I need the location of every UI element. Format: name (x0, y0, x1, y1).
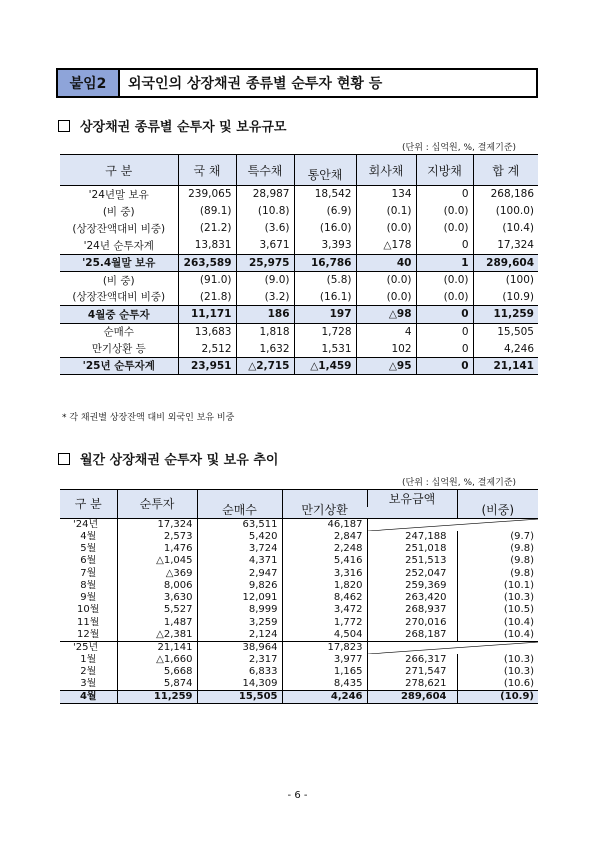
month-row (60, 592, 538, 604)
col-header-total: 합 계 (473, 155, 538, 186)
month-row (60, 678, 538, 691)
table-cell: (0.0) (416, 220, 473, 237)
table-cell: 252,047 (367, 567, 457, 579)
table-cell: △1,459 (294, 357, 356, 374)
table-cell: (16.1) (294, 289, 356, 306)
table-cell: △95 (356, 357, 416, 374)
table-cell: 197 (294, 306, 356, 323)
table-cell: 15,505 (197, 691, 282, 704)
table-row (60, 254, 538, 271)
table-cell: △369 (117, 567, 197, 579)
table-cell: 23,951 (178, 357, 236, 374)
table-cell: 3,977 (282, 654, 367, 666)
table-cell: 0 (416, 340, 473, 357)
table-cell: 2,573 (117, 531, 197, 543)
table-cell: (0.0) (356, 220, 416, 237)
table-cell: 278,621 (367, 678, 457, 691)
table-cell: 1 (416, 254, 473, 271)
table-cell: (10.9) (457, 691, 538, 704)
table-cell: 1,632 (236, 340, 294, 357)
table-cell: 15,505 (473, 323, 538, 340)
table-cell: (10.8) (236, 203, 294, 220)
table-cell: 289,604 (473, 254, 538, 271)
row-label: (상장잔액대비 비중) (72, 291, 166, 304)
row-label: (상장잔액대비 비중) (72, 222, 166, 235)
col-header-share: (비중) (457, 490, 538, 519)
table-cell: (89.1) (178, 203, 236, 220)
table-cell: 11,259 (473, 306, 538, 323)
table-cell: 0 (416, 237, 473, 254)
table-cell: 17,324 (117, 518, 197, 531)
table-cell: 8,999 (197, 604, 282, 616)
table-cell: 25,975 (236, 254, 294, 271)
col-header-govt: 국 채 (178, 155, 236, 186)
table-row (60, 357, 538, 374)
table-cell: 38,964 (197, 641, 282, 654)
table-cell: 16,786 (294, 254, 356, 271)
row-label: 8월 (80, 579, 97, 591)
row-label: 11월 (77, 616, 100, 628)
table-cell: 4,246 (282, 691, 367, 704)
row-label: '25년 (60, 641, 117, 654)
table-cell: 4,504 (282, 629, 367, 642)
row-label: '25년 순투자계 (60, 357, 178, 374)
table-cell: (10.5) (457, 604, 538, 616)
table-cell: △1,045 (117, 555, 197, 567)
table-cell: 3,671 (236, 237, 294, 254)
col-header-corporate: 회사채 (356, 155, 416, 186)
table-cell: 1,476 (117, 543, 197, 555)
table-cell: 0 (416, 357, 473, 374)
table-cell: 63,511 (197, 518, 282, 531)
table-cell: (0.0) (416, 271, 473, 288)
annex-tag: 붙임2 (58, 70, 120, 96)
checkbox-square-icon (58, 120, 70, 132)
table-cell: 268,186 (473, 186, 538, 203)
month-row (60, 543, 538, 555)
section2-unit: (단위 : 십억원, %, 결제기준) (402, 478, 517, 488)
table-cell: 8,435 (282, 678, 367, 691)
annex-title-box (56, 68, 538, 98)
table-cell: 1,728 (294, 323, 356, 340)
section1-footnote: * 각 채권별 상장잔액 대비 외국인 보유 비중 (62, 413, 235, 423)
table-cell: 5,874 (117, 678, 197, 691)
table-cell: 239,065 (178, 186, 236, 203)
row-label: '24년 순투자계 (83, 239, 154, 252)
table-row (60, 323, 538, 340)
table-cell: △2,715 (236, 357, 294, 374)
table-cell: 268,187 (367, 629, 457, 642)
table-cell: 0 (416, 186, 473, 203)
table-cell: (10.3) (457, 666, 538, 678)
table-cell: 8,006 (117, 580, 197, 592)
row-label: 만기상환 등 (91, 343, 146, 356)
section1-unit: (단위 : 십억원, %, 결제기준) (402, 143, 517, 153)
diagonal-blank-cell (367, 518, 538, 531)
month-row (60, 654, 538, 666)
table-cell: 5,420 (197, 531, 282, 543)
table-cell: 2,847 (282, 531, 367, 543)
row-label: '25.4월말 보유 (60, 254, 178, 271)
row-label: 2월 (80, 666, 97, 678)
row-label: 3월 (80, 678, 97, 690)
table-cell: 40 (356, 254, 416, 271)
section2-heading-text: 월간 상장채권 순투자 및 보유 추이 (80, 453, 279, 468)
row-label: (비 중) (102, 274, 135, 287)
table-cell: 271,547 (367, 666, 457, 678)
table-cell: 2,512 (178, 340, 236, 357)
month-row (60, 604, 538, 616)
table-cell: 1,820 (282, 580, 367, 592)
table-cell: 21,141 (117, 641, 197, 654)
table-cell: 5,668 (117, 666, 197, 678)
table-cell: 1,165 (282, 666, 367, 678)
table-cell: 17,324 (473, 237, 538, 254)
table-cell: 18,542 (294, 186, 356, 203)
table-cell: (10.4) (457, 617, 538, 629)
table-cell: (0.0) (416, 203, 473, 220)
table-cell: 28,987 (236, 186, 294, 203)
table-cell: (0.0) (416, 289, 473, 306)
month-row (60, 531, 538, 543)
table-cell: 1,487 (117, 617, 197, 629)
table-cell: (21.2) (178, 220, 236, 237)
table-cell: (10.6) (457, 678, 538, 691)
table-cell: (5.8) (294, 271, 356, 288)
row-label: 6월 (80, 555, 97, 567)
row-label: 9월 (80, 592, 97, 604)
month-row (60, 617, 538, 629)
row-label: 4월 (60, 691, 117, 704)
table-cell: 3,724 (197, 543, 282, 555)
table-cell: 263,420 (367, 592, 457, 604)
table-cell: (10.4) (473, 220, 538, 237)
table-cell: (10.4) (457, 629, 538, 642)
table-cell: 3,472 (282, 604, 367, 616)
table-cell: 2,248 (282, 543, 367, 555)
table-cell: 102 (356, 340, 416, 357)
col-header-special: 특수채 (236, 155, 294, 186)
table-cell: (3.2) (236, 289, 294, 306)
table-cell: 263,589 (178, 254, 236, 271)
section1-heading-text: 상장채권 종류별 순투자 및 보유규모 (80, 120, 287, 135)
diagonal-line-icon (368, 642, 539, 654)
table-cell: (9.8) (457, 543, 538, 555)
year-row (60, 518, 538, 531)
table-cell: 5,416 (282, 555, 367, 567)
table-cell: 6,833 (197, 666, 282, 678)
month-row (60, 567, 538, 579)
table-cell: 5,527 (117, 604, 197, 616)
month-row (60, 555, 538, 567)
table-cell: 186 (236, 306, 294, 323)
table-cell: 270,016 (367, 617, 457, 629)
table-cell: (9.8) (457, 567, 538, 579)
table-cell: △1,660 (117, 654, 197, 666)
month-row (60, 629, 538, 642)
col-header-municipal: 지방채 (416, 155, 473, 186)
table-cell: 2,124 (197, 629, 282, 642)
table-cell: 13,831 (178, 237, 236, 254)
table-cell: (0.1) (356, 203, 416, 220)
table-cell: (10.9) (473, 289, 538, 306)
table-cell: 289,604 (367, 691, 457, 704)
table-cell: (21.8) (178, 289, 236, 306)
month-row (60, 580, 538, 592)
table-cell: (0.0) (356, 271, 416, 288)
row-label: '24년말 보유 (88, 188, 149, 201)
table-cell: (6.9) (294, 203, 356, 220)
table-cell: 1,772 (282, 617, 367, 629)
table-row (60, 340, 538, 357)
col-header-net-investment: 순투자 (117, 490, 197, 519)
table-cell: 251,513 (367, 555, 457, 567)
table-cell: (9.8) (457, 555, 538, 567)
table-row (60, 271, 538, 288)
table-cell: △178 (356, 237, 416, 254)
table-row (60, 306, 538, 323)
row-label: 12월 (77, 628, 100, 640)
table-cell: 17,823 (282, 641, 367, 654)
row-label: '24년 (73, 518, 99, 530)
table-cell: (10.3) (457, 592, 538, 604)
row-label: (비 중) (102, 205, 135, 218)
monthly-trend-table (60, 489, 538, 704)
table-cell: 21,141 (473, 357, 538, 374)
section2-heading (58, 449, 278, 468)
table-cell: 4 (356, 323, 416, 340)
table-cell: (0.0) (356, 289, 416, 306)
table-cell: (16.0) (294, 220, 356, 237)
table-cell: 2,947 (197, 567, 282, 579)
table-row (60, 237, 538, 254)
bond-type-table (60, 154, 538, 375)
table-row (60, 289, 538, 306)
table-cell: 3,630 (117, 592, 197, 604)
table-cell: 247,188 (367, 531, 457, 543)
table-cell: 251,018 (367, 543, 457, 555)
table-cell: 12,091 (197, 592, 282, 604)
table-row (60, 203, 538, 220)
table-cell: 1,531 (294, 340, 356, 357)
table-cell: (9.0) (236, 271, 294, 288)
table-cell: 3,393 (294, 237, 356, 254)
table-cell: 3,316 (282, 567, 367, 579)
table-cell: 268,937 (367, 604, 457, 616)
table-cell: 11,259 (117, 691, 197, 704)
table-cell: 1,818 (236, 323, 294, 340)
col-header-msb: 통안채 (294, 155, 356, 186)
table-cell: 134 (356, 186, 416, 203)
col-header-holdings-spacer (367, 507, 457, 518)
table-cell: 0 (416, 323, 473, 340)
table-cell: 259,369 (367, 580, 457, 592)
table-cell: △2,381 (117, 629, 197, 642)
month-row (60, 666, 538, 678)
row-label: 1월 (80, 654, 97, 666)
table-cell: △98 (356, 306, 416, 323)
table-cell: 8,462 (282, 592, 367, 604)
row-label: 5월 (80, 542, 97, 554)
table-cell: 0 (416, 306, 473, 323)
diagonal-line-icon (368, 519, 539, 531)
row-label: 10월 (77, 604, 100, 616)
table-row (60, 220, 538, 237)
table-cell: 4,371 (197, 555, 282, 567)
table-cell: (91.0) (178, 271, 236, 288)
page-number: - 6 - (287, 790, 308, 801)
year-row (60, 641, 538, 654)
table-cell: (100) (473, 271, 538, 288)
col-header-holdings: 보유금액 (367, 490, 457, 508)
table-cell: 2,317 (197, 654, 282, 666)
table-cell: 4,246 (473, 340, 538, 357)
table-cell: (10.3) (457, 654, 538, 666)
table-cell: (3.6) (236, 220, 294, 237)
col-header-maturity: 만기상환 (282, 490, 367, 519)
table-cell: 14,309 (197, 678, 282, 691)
table-cell: (9.7) (457, 531, 538, 543)
table-cell: 13,683 (178, 323, 236, 340)
table-row (60, 186, 538, 203)
row-label: 순매수 (60, 323, 178, 340)
table-cell: (100.0) (473, 203, 538, 220)
col-header-category: 구 분 (60, 490, 117, 519)
row-label: 4월 (80, 530, 97, 542)
diagonal-blank-cell (367, 641, 538, 654)
col-header-net-purchase: 순매수 (197, 490, 282, 519)
table-cell: (10.1) (457, 580, 538, 592)
table-cell: 9,826 (197, 580, 282, 592)
section1-heading (58, 116, 286, 135)
col-header-category: 구 분 (60, 155, 178, 186)
table-cell: 11,171 (178, 306, 236, 323)
row-label: 7월 (80, 567, 97, 579)
table-cell: 3,259 (197, 617, 282, 629)
table-cell: 46,187 (282, 518, 367, 531)
annex-title: 외국인의 상장채권 종류별 순투자 현황 등 (128, 76, 383, 92)
table-cell: 266,317 (367, 654, 457, 666)
row-label: 4월중 순투자 (60, 306, 178, 323)
month-row (60, 691, 538, 704)
checkbox-square-icon (58, 453, 70, 465)
